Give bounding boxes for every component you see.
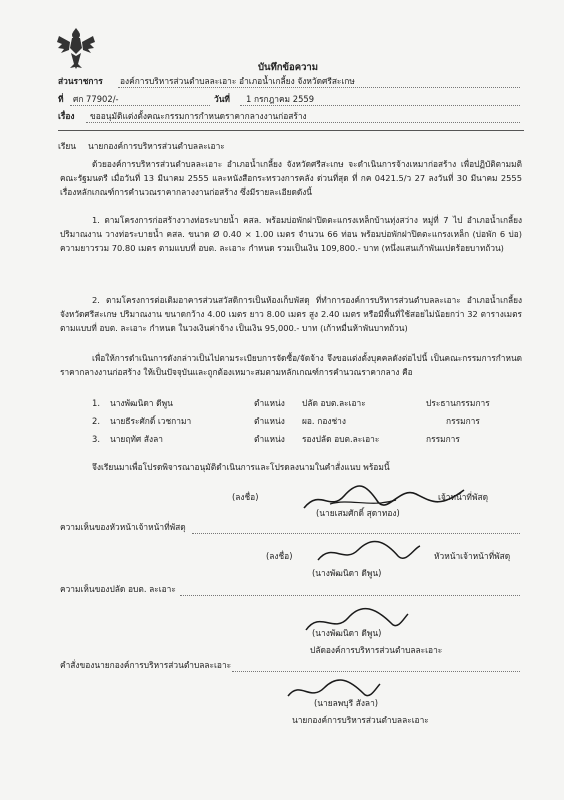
- subject-label: เรื่อง: [58, 111, 75, 121]
- date-dotted-line: [240, 105, 520, 106]
- officer-title: เจ้าหน้าที่พัสดุ: [438, 492, 489, 502]
- palad-opinion-dotted-line: [180, 595, 520, 596]
- head-opinion-dotted-line: [192, 533, 520, 534]
- memo-title: บันทึกข้อความ: [258, 62, 319, 73]
- head-signature-icon: [314, 538, 424, 568]
- committee-position-label: ตำแหน่ง: [254, 434, 285, 444]
- intro-paragraph: ด้วยองค์การบริหารส่วนตำบลละเอาะ อำเภอน้ำเกลี้ยง จังหวัดศรีสะเกษ จะดำเนินการจ้างเหมาก่อสร้าง เพื่อปฏิบัติตามมติคณะรัฐมนตรี เมื่อวันที่ 13 มีนาคม 2555 และหนังสือกระทรวงการคลัง ด่วนที่สุด ที่ กค 0421.5/ว 27 ลงวันที่ 30 มีนาคม 2555 เรื่องหลักเกณฑ์การคำนวณราคากลางงานก่อสร้าง ซึ่งมีรายละเอียดดังนี้: [60, 159, 522, 198]
- committee-number: 2.: [92, 416, 100, 426]
- agency-value: องค์การบริหารส่วนตำบลละเอาะ อำเภอน้ำเกลี้ยง จังหวัดศรีสะเกษ: [120, 76, 355, 86]
- head-sign-label: (ลงชื่อ): [266, 551, 293, 561]
- committee-role: กรรมการ: [426, 434, 460, 444]
- committee-role: กรรมการ: [446, 416, 480, 426]
- committee-position-label: ตำแหน่ง: [254, 416, 285, 426]
- salutation-label: เรียน: [58, 141, 76, 151]
- agency-dotted-line: [118, 87, 520, 88]
- committee-role: ประธานกรรมการ: [426, 398, 490, 408]
- mayor-order-label: คำสั่งของนายกองค์การบริหารส่วนตำบลละเอาะ: [60, 660, 232, 670]
- mayor-name: (นายลพบุรี สังลา): [314, 698, 379, 708]
- committee-position-label: ตำแหน่ง: [254, 398, 285, 408]
- header-divider: [58, 130, 524, 131]
- date-value: 1 กรกฎาคม 2559: [246, 94, 315, 104]
- mayor-order-dotted-line: [232, 671, 520, 672]
- purpose-paragraph: เพื่อให้การดำเนินการดังกล่าวเป็นไปตามระเบียบการจัดซื้อ/จัดจ้าง จึงขอแต่งตั้งบุคคลดังต่อไปนี้ เป็นคณะกรรมการกำหนดราคากลางงานก่อสร้าง ให้เป็นปัจจุบันและถูกต้องเหมาะสมตามหลักเกณฑ์การคำนวณราคากลาง คือ: [60, 353, 522, 378]
- mayor-title: นายกองค์การบริหารส่วนตำบลละเอาะ: [292, 715, 429, 725]
- head-opinion-label: ความเห็นของหัวหน้าเจ้าหน้าที่พัสดุ: [60, 522, 186, 532]
- committee-number: 1.: [92, 398, 100, 408]
- item-2-paragraph: 2. ตามโครงการต่อเติมอาคารส่วนสวัสดิการเป็นห้องเก็บพัสดุ ที่ทำการองค์การบริหารส่วนตำบลละเอาะ อำเภอน้ำเกลี้ยง จังหวัดศรีสะเกษ ปริมาณงาน ขนาดกว้าง 4.00 เมตร ยาว 8.00 เมตร สูง 2.40 เมตร หรือมีพื้นที่ใช้สอยไม่น้อยกว่า 32 ตารางเมตร ตามแบบที่ อบต. ละเอาะ กำหนด ในวงเงินค่าจ้าง เป็นเงิน 95,000.- บาท (เก้าหมื่นห้าพันบาทถ้วน): [60, 295, 522, 334]
- date-label: วันที่: [214, 94, 230, 104]
- committee-position: รองปลัด อบต.ละเอาะ: [302, 434, 380, 444]
- palad-opinion-label: ความเห็นของปลัด อบต. ละเอาะ: [60, 584, 176, 594]
- palad-title: ปลัดองค์การบริหารส่วนตำบลละเอาะ: [310, 645, 443, 655]
- closing-paragraph: จึงเรียนมาเพื่อโปรดพิจารณาอนุมัติดำเนินการและโปรดลงนามในคำสั่งแนบ พร้อมนี้: [92, 462, 390, 472]
- head-title: หัวหน้าเจ้าหน้าที่พัสดุ: [434, 551, 511, 561]
- committee-name: นายฤทัศ สังลา: [110, 434, 163, 444]
- document-number-label: ที่: [58, 94, 64, 104]
- subject-dotted-line: [86, 122, 520, 123]
- palad-name: (นางพัฒนิดา ดีพูน): [312, 628, 382, 638]
- garuda-emblem-icon: [56, 28, 96, 70]
- item-1-paragraph: 1. ตามโครงการก่อสร้างวางท่อระบายน้ำ คสล. พร้อมบ่อพักฝาปิดตะแกรงเหล็กบ้านทุ่งสว่าง หมู่ที่ 7 ไป อำเภอน้ำเกลี้ยง ปริมาณงาน วางท่อระบายน้ำ คสล. ขนาด Ø 0.40 × 1.00 เมตร จำนวน 66 ท่อน พร้อมบ่อพักฝาปิดตะแกรงเหล็ก (บ่อพัก 6 บ่อ) ความยาวรวม 70.80 เมตร ตามแบบที่ อบต. ละเอาะ กำหนด รวมเป็นเงิน 109,800.- บาท (หนึ่งแสนเก้าพันแปดร้อยบาทถ้วน): [60, 215, 522, 254]
- officer-name: (นายเสมศักดิ์ สุดาทอง): [316, 508, 400, 518]
- committee-name: นางพัฒนิดา ดีพูน: [110, 398, 173, 408]
- number-dotted-line: [70, 105, 210, 106]
- agency-label: ส่วนราชการ: [58, 76, 103, 86]
- committee-name: นายธีระศักดิ์ เวชกามา: [110, 416, 192, 426]
- officer-sign-label: (ลงชื่อ): [232, 492, 259, 502]
- head-name: (นางพัฒนิดา ดีพูน): [312, 568, 382, 578]
- committee-position: ผอ. กองช่าง: [302, 416, 346, 426]
- committee-position: ปลัด อบต.ละเอาะ: [302, 398, 366, 408]
- subject-value: ขออนุมัติแต่งตั้งคณะกรรมการกำหนดราคากลางงานก่อสร้าง: [90, 111, 307, 121]
- document-number-value: ศก 77902/-: [73, 94, 119, 104]
- salutation-value: นายกองค์การบริหารส่วนตำบลละเอาะ: [88, 141, 225, 151]
- committee-number: 3.: [92, 434, 100, 444]
